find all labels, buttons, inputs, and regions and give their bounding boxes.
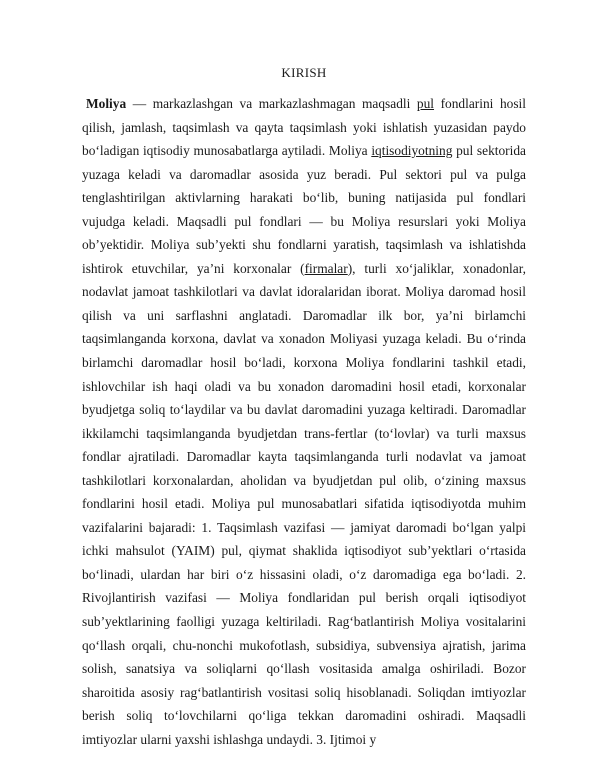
document-page bbox=[82, 64, 526, 751]
body-paragraph bbox=[82, 92, 526, 751]
paragraph-segments bbox=[82, 96, 526, 747]
text-segment-underlined: iqtisodiyotning bbox=[371, 143, 453, 159]
text-segment-underlined: pul bbox=[416, 96, 435, 111]
text-segment-underlined: firmalar bbox=[304, 260, 348, 276]
text-segment: pul sektorida yuzaga keladi va daromadlar asosida yuz beradi. Pul sektori pul va pulga tenglashtirilgan aktivlarning harakati boʻlib, buning natijasida pul fondlari vujudga keladi. Maqsadli pul fondlari — bu Moliya resurslari yoki Moliya obʼyektidir. Moliya subʼyekti shu fondlarni yaratish, taqsimlash va ishlatishda ishtirok etuvchilar, yaʼni korxonalar ( bbox=[82, 143, 526, 276]
lead-term: Moliya bbox=[86, 96, 127, 111]
text-segment: fondlarini hosil qilish, jamlash, taqsimlash va qayta taqsimlash yoki ishlatish yuzasidan paydo boʻladigan iqtisodiy munosabatlarga aytiladi. Moliya bbox=[82, 96, 526, 159]
text-segment: ), turli xoʻjaliklar, xonadonlar, nodavlat jamoat tashkilotlari va davlat idoralaridan iborat. Moliya daromad hosil qilish va uni sarflashni anglatadi. Daromadlar ilk bor, yaʼni birlamchi taqsimlanganda korxona, davlat va xonadon Moliyasi yuzaga keladi. Bu oʻrinda birlamchi daromadlar hosil boʻladi, korxona Moliya fondlarini tashkil etadi, ishlovchilar ish haqi oladi va bu xonadon daromadini hosil etadi, korxonalar byudjetga soliq toʻlaydilar va bu davlat daromadini yuzaga keltiradi. Daromadlar ikkilamchi taqsimlanganda byudjetdan trans-fertlar (toʻlovlar) va turli maxsus fondlar ajratiladi. Daromadlar kayta taqsimlanganda turli nodavlat va jamoat tashkilotlari korxonalardan, aholidan va byudjetdan pul olib, oʻzining maxsus fondlarini hosil etadi. Moliya pul munosabatlari sifatida iqtisodiyotda muhim vazifalarini bajaradi: 1. Taqsimlash vazifasi — jamiyat daromadi boʻlgan yalpi ichki mahsulot (YAIM) pul, qiymat shaklida iqtisodiyot subʼyektlari oʻrtasida boʻlinadi, ulardan har biri oʻz hissasini oladi, oʻz daromadiga ega boʻladi. 2. Rivojlantirish vazifasi — Moliya fondlaridan pul berish orqali iqtisodiyot subʼyektlarining faolligi yuzaga keltiriladi. Ragʻbatlantirish Moliya vositalarini qoʻllash orqali, chu-nonchi mukofotlash, subsidiya, subvensiya ajratish, jarima solish, sanatsiya va soliqlarni qoʻllash vositasida amalga oshiriladi. Bozor sharoitida asosiy ragʻbatlantirish vositasi soliq hisoblanadi. Soliqdan imtiyozlar berish soliq toʻlovchilarni qoʻliga tekkan daromadini oshiradi. Maqsadli imtiyozlar ularni yaxshi ishlashga undaydi. 3. Ijtimoi y bbox=[82, 260, 526, 747]
text-segment: — markazlashgan va markazlashmagan maqsadli bbox=[126, 96, 417, 111]
section-heading: KIRISH bbox=[281, 65, 327, 80]
